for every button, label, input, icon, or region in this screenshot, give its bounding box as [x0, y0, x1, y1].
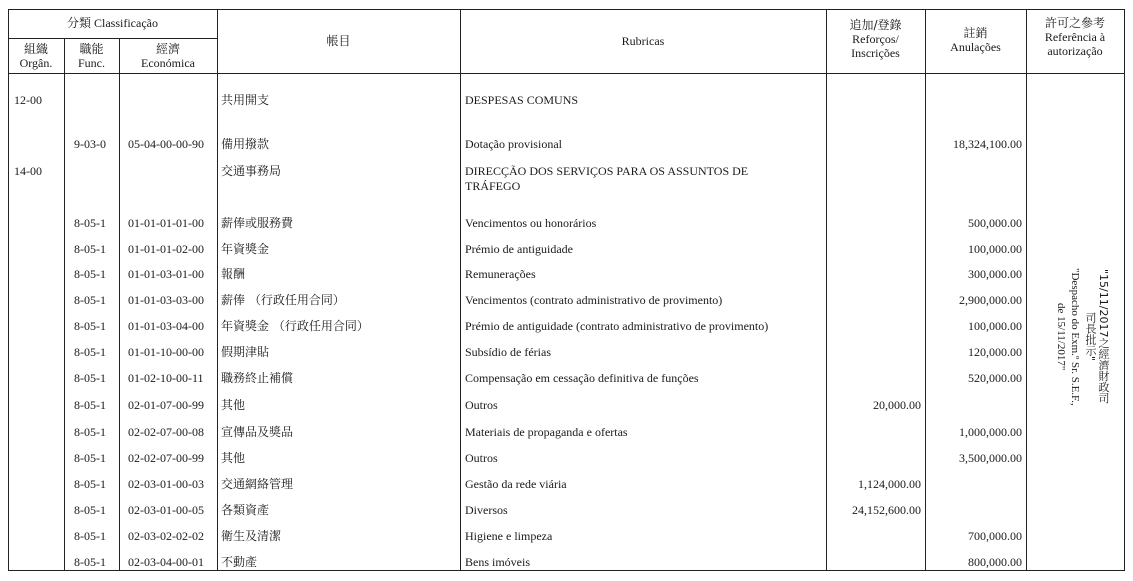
anulacao-amount: 18,324,100.00 — [953, 137, 1022, 151]
grid-line — [8, 38, 217, 39]
account-header: 帳目 — [326, 34, 351, 48]
rubrica-pt: Diversos — [465, 503, 508, 517]
rubrica-pt: Remunerações — [465, 267, 536, 281]
anulacao-amount: 3,500,000.00 — [959, 451, 1022, 465]
account-name-zh: 各類資產 — [221, 503, 270, 517]
organ-code: 14-00 — [14, 164, 42, 178]
account-name-zh: 交通網絡管理 — [221, 477, 294, 491]
func-code: 8-05-1 — [74, 555, 106, 569]
rubrica-pt: Outros — [465, 451, 498, 465]
account-name-zh: 衛生及清潔 — [221, 529, 282, 543]
account-name-zh: 年資獎金 （行政任用合同） — [221, 319, 369, 333]
rubrica-pt: Outros — [465, 398, 498, 412]
anulacao-amount: 500,000.00 — [968, 216, 1022, 230]
rubrica-pt: Higiene e limpeza — [465, 529, 553, 543]
rubrica-pt: Prémio de antiguidade (contrato administrativo de provimento) — [465, 319, 769, 333]
func-code: 8-05-1 — [74, 345, 106, 359]
rubrica-pt: Dotação provisional — [465, 137, 562, 151]
authorization-pt-line1: "Despacho do Exm.º Sr. S.E.F., — [1069, 267, 1081, 406]
econ-code: 02-02-07-00-99 — [128, 451, 204, 465]
func-code: 8-05-1 — [74, 529, 106, 543]
func-code: 8-05-1 — [74, 503, 106, 517]
anulacao-amount: 120,000.00 — [968, 345, 1022, 359]
organ-code: 12-00 — [14, 93, 42, 107]
econ-code: 01-01-03-03-00 — [128, 293, 204, 307]
reforco-amount: 20,000.00 — [873, 398, 921, 412]
func-code: 8-05-1 — [74, 371, 106, 385]
econ-code: 02-03-01-00-05 — [128, 503, 204, 517]
anulacao-amount: 100,000.00 — [968, 319, 1022, 333]
anulacao-amount: 2,900,000.00 — [959, 293, 1022, 307]
rubrica-pt: Bens imóveis — [465, 555, 530, 569]
account-name-zh: 不動產 — [221, 555, 258, 569]
authorization-reference — [1041, 249, 1121, 429]
account-name-zh: 假期津貼 — [221, 345, 270, 359]
grid-line — [119, 38, 120, 571]
func-code: 9-03-0 — [74, 137, 106, 151]
referencia-header: 許可之參考 Referência à autorização — [1044, 16, 1106, 58]
rubrica-pt: Subsídio de férias — [465, 345, 551, 359]
func-code: 8-05-1 — [74, 319, 106, 333]
organ-header: 組織 Orgân. — [19, 42, 53, 70]
account-name-zh: 報酬 — [221, 267, 246, 281]
grid-line — [217, 9, 218, 571]
rubrica-pt: DESPESAS COMUNS — [465, 93, 579, 107]
anulacao-amount: 700,000.00 — [968, 529, 1022, 543]
account-name-zh: 薪俸或服務費 — [221, 216, 294, 230]
econ-code: 02-03-04-00-01 — [128, 555, 204, 569]
econ-code: 02-03-02-02-02 — [128, 529, 204, 543]
classification-header: 分類 Classificação — [67, 16, 158, 30]
grid-line — [925, 9, 926, 571]
econ-code: 01-01-01-02-00 — [128, 242, 204, 256]
grid-line — [8, 73, 1125, 74]
econ-code: 02-01-07-00-99 — [128, 398, 204, 412]
func-code: 8-05-1 — [74, 267, 106, 281]
func-code: 8-05-1 — [74, 425, 106, 439]
authorization-zh-line2: 司長批示" — [1084, 311, 1097, 362]
anulacao-amount: 520,000.00 — [968, 371, 1022, 385]
func-code: 8-05-1 — [74, 242, 106, 256]
anulacao-amount: 100,000.00 — [968, 242, 1022, 256]
econ-header: 經濟 Económica — [141, 42, 195, 70]
anulacao-amount: 1,000,000.00 — [959, 425, 1022, 439]
econ-code: 01-01-03-04-00 — [128, 319, 204, 333]
anulacoes-header: 註銷 Anulações — [950, 26, 1001, 54]
reforco-amount: 24,152,600.00 — [852, 503, 921, 517]
econ-code: 02-02-07-00-08 — [128, 425, 204, 439]
rubrica-pt: DIRECÇÃO DOS SERVIÇOS PARA OS ASSUNTOS DE — [465, 164, 749, 178]
reforco-amount: 1,124,000.00 — [858, 477, 921, 491]
grid-line — [826, 9, 827, 571]
grid-line — [8, 570, 1125, 571]
account-name-zh: 共用開支 — [221, 93, 270, 107]
econ-code: 01-01-10-00-00 — [128, 345, 204, 359]
reforcos-header: 追加/登錄 Reforços/ Inscrições — [849, 18, 902, 60]
econ-code: 01-02-10-00-11 — [128, 371, 204, 385]
budget-table — [8, 9, 1125, 571]
rubrica-pt: Vencimentos ou honorários — [465, 216, 597, 230]
rubrica-pt: Prémio de antiguidade — [465, 242, 573, 256]
account-name-zh: 其他 — [221, 451, 246, 465]
grid-line — [64, 38, 65, 571]
grid-line — [460, 9, 461, 571]
rubrica-pt: Materiais de propaganda e ofertas — [465, 425, 628, 439]
account-name-zh: 宣傳品及獎品 — [221, 425, 294, 439]
authorization-zh-line1: "15/11/2017之經濟財政司 — [1097, 269, 1110, 404]
account-name-zh: 薪俸 （行政任用合同） — [221, 293, 345, 307]
func-header: 職能 Func. — [78, 42, 105, 70]
rubricas-header: Rubricas — [621, 34, 665, 48]
func-code: 8-05-1 — [74, 293, 106, 307]
econ-code: 01-01-03-01-00 — [128, 267, 204, 281]
func-code: 8-05-1 — [74, 477, 106, 491]
account-name-zh: 交通事務局 — [221, 164, 282, 178]
func-code: 8-05-1 — [74, 451, 106, 465]
grid-line — [8, 9, 9, 571]
grid-line — [8, 9, 1125, 10]
anulacao-amount: 800,000.00 — [968, 555, 1022, 569]
func-code: 8-05-1 — [74, 216, 106, 230]
account-name-zh: 年資獎金 — [221, 242, 270, 256]
grid-line — [1026, 9, 1027, 571]
econ-code: 02-03-01-00-03 — [128, 477, 204, 491]
rubrica-pt-continued: TRÁFEGO — [465, 179, 521, 193]
func-code: 8-05-1 — [74, 398, 106, 412]
rubrica-pt: Compensação em cessação definitiva de funções — [465, 371, 699, 385]
account-name-zh: 職務終止補償 — [221, 371, 294, 385]
authorization-pt-line2: de 15/11/2017" — [1055, 302, 1067, 371]
rubrica-pt: Gestão da rede viária — [465, 477, 567, 491]
rubrica-pt: Vencimentos (contrato administrativo de provimento) — [465, 293, 723, 307]
grid-line — [1124, 9, 1125, 571]
account-name-zh: 其他 — [221, 398, 246, 412]
account-name-zh: 備用撥款 — [221, 137, 270, 151]
econ-code: 01-01-01-01-00 — [128, 216, 204, 230]
anulacao-amount: 300,000.00 — [968, 267, 1022, 281]
econ-code: 05-04-00-00-90 — [128, 137, 204, 151]
